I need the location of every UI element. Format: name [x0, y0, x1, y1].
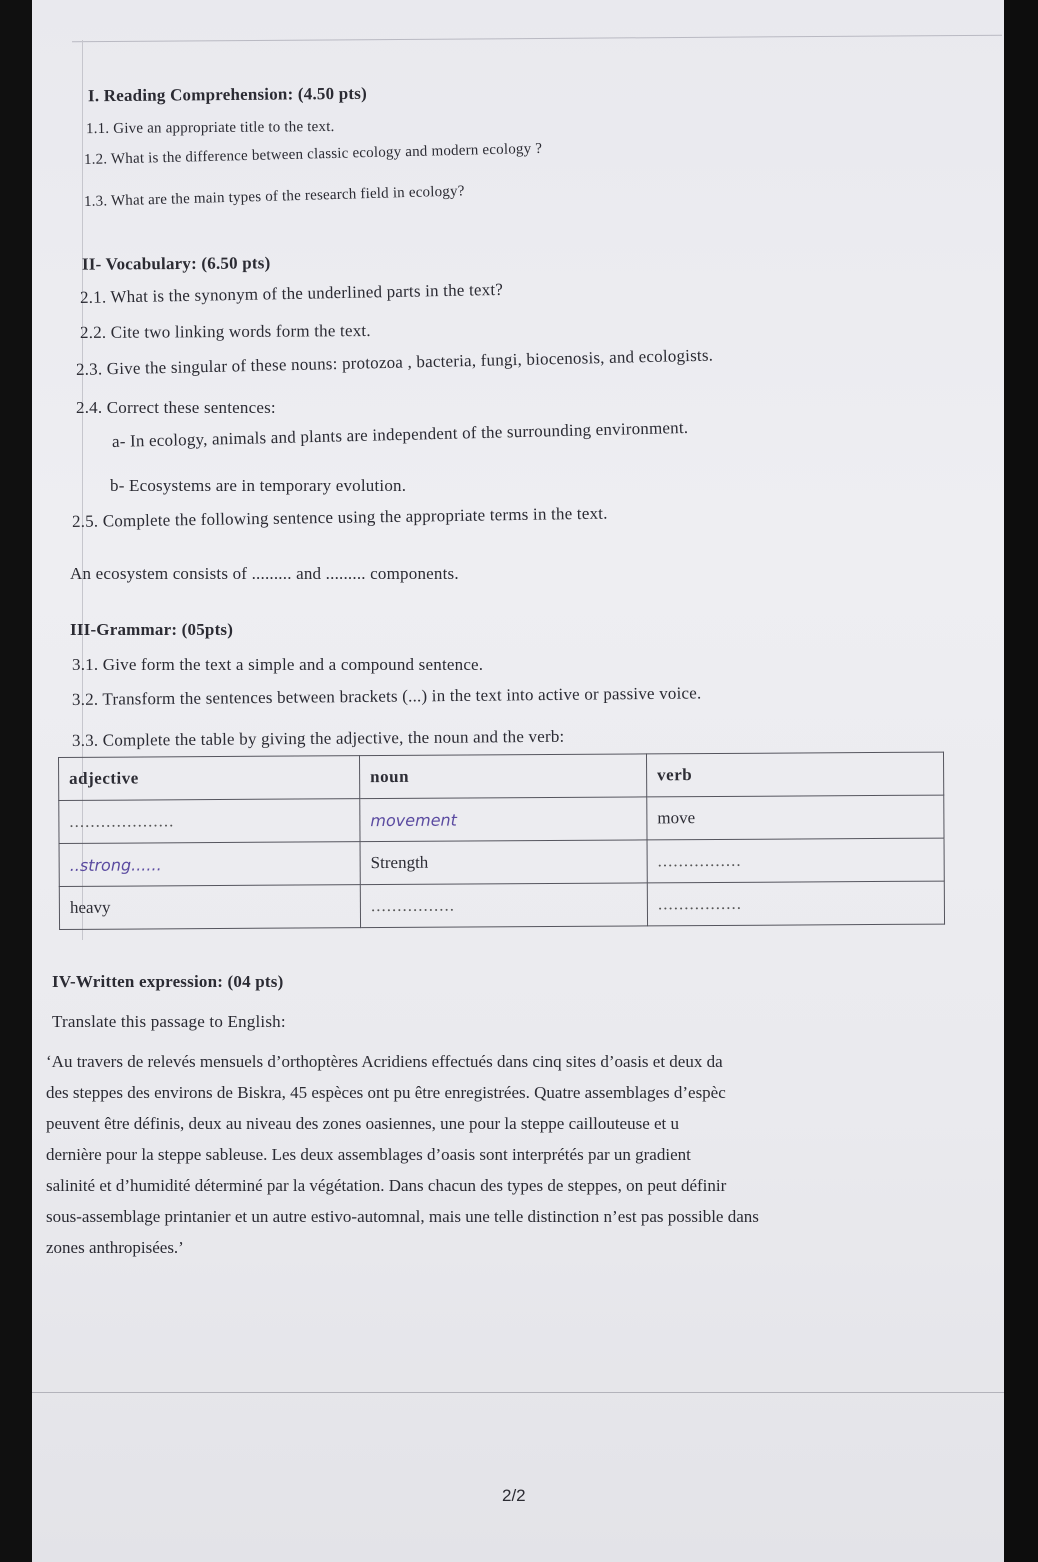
question-2-5: 2.5. Complete the following sentence using the appropriate terms in the text. [71, 503, 608, 531]
table-cell: Strength [360, 840, 647, 885]
question-1-2: 1.2. What is the difference between classic ecology and modern ecology ? [83, 140, 543, 168]
fill-in-sentence: An ecosystem consists of ......... and ......... components. [70, 564, 459, 583]
question-2-4: 2.4. Correct these sentences: [76, 398, 276, 417]
table-cell: ................ [647, 838, 944, 883]
question-2-4-b: b- Ecosystems are in temporary evolution. [110, 476, 407, 495]
table-header-row [59, 752, 944, 800]
dark-background-left [0, 0, 32, 1562]
header-verb: verb [646, 752, 943, 797]
passage-line: des steppes des environs de Biskra, 45 espèces ont pu être enregistrées. Quatre assemblages d’espèc [46, 1083, 726, 1102]
dark-background-right [1004, 0, 1038, 1562]
header-noun: noun [359, 754, 646, 799]
question-2-2: 2.2. Cite two linking words form the text. [79, 320, 371, 343]
passage-line: dernière pour la steppe sableuse. Les deux assemblages d’oasis sont interprétés par un gradient [46, 1145, 691, 1164]
section-title-vocabulary: II- Vocabulary: (6.50 pts) [81, 253, 271, 274]
question-2-4-a: a- In ecology, animals and plants are independent of the surrounding environment. [111, 417, 689, 451]
page-number: 2/2 [502, 1486, 526, 1505]
french-passage [46, 1046, 1004, 1263]
passage-line: sous-assemblage printanier et un autre estivo-automnal, mais une telle distinction n’est pas possible dans [46, 1207, 759, 1226]
table-row [59, 881, 944, 929]
section-title-written-expression: IV-Written expression: (04 pts) [52, 972, 284, 991]
table-cell: ................ [647, 881, 944, 926]
section-title-reading: I. Reading Comprehension: (4.50 pts) [87, 83, 367, 106]
question-1-3: 1.3. What are the main types of the research field in ecology? [83, 183, 465, 210]
table-cell: heavy [59, 885, 360, 930]
exam-content [32, 0, 1004, 1392]
table-cell: .................... [59, 799, 360, 844]
header-adjective: adjective [59, 756, 360, 801]
passage-line: zones anthropisées.’ [46, 1238, 184, 1257]
table-row [59, 838, 944, 886]
question-1-1: 1.1. Give an appropriate title to the text. [85, 118, 335, 138]
table-cell: ................ [360, 883, 647, 928]
question-2-1: 2.1. What is the synonym of the underlined parts in the text? [79, 279, 504, 307]
paper-bottom-line [32, 1392, 1004, 1393]
handwritten-answer: movement [360, 797, 647, 842]
passage-line: ‘Au travers de relevés mensuels d’orthoptères Acridiens effectués dans cinq sites d’oasis et deux da [46, 1052, 723, 1071]
handwritten-answer: ..strong...... [59, 842, 360, 887]
table-row [59, 795, 944, 843]
passage-line: peuvent être définis, deux au niveau des zones oasiennes, une pour la steppe caillouteuse et u [46, 1114, 680, 1133]
exam-sheet [32, 0, 1004, 1562]
word-forms-table [58, 752, 945, 930]
question-3-3: 3.3. Complete the table by giving the adjective, the noun and the verb: [71, 726, 565, 750]
section-title-grammar: III-Grammar: (05pts) [70, 620, 234, 639]
question-3-1: 3.1. Give form the text a simple and a compound sentence. [72, 655, 484, 674]
table-cell: move [647, 795, 944, 840]
passage-line: salinité et d’humidité déterminé par la végétation. Dans chacun des types de steppes, on peut définir [46, 1176, 727, 1195]
translation-instruction: Translate this passage to English: [52, 1012, 286, 1031]
question-2-3: 2.3. Give the singular of these nouns: protozoa , bacteria, fungi, biocenosis, and ecologists. [75, 345, 714, 379]
question-3-2: 3.2. Transform the sentences between brackets (...) in the text into active or passive voice. [71, 683, 702, 709]
